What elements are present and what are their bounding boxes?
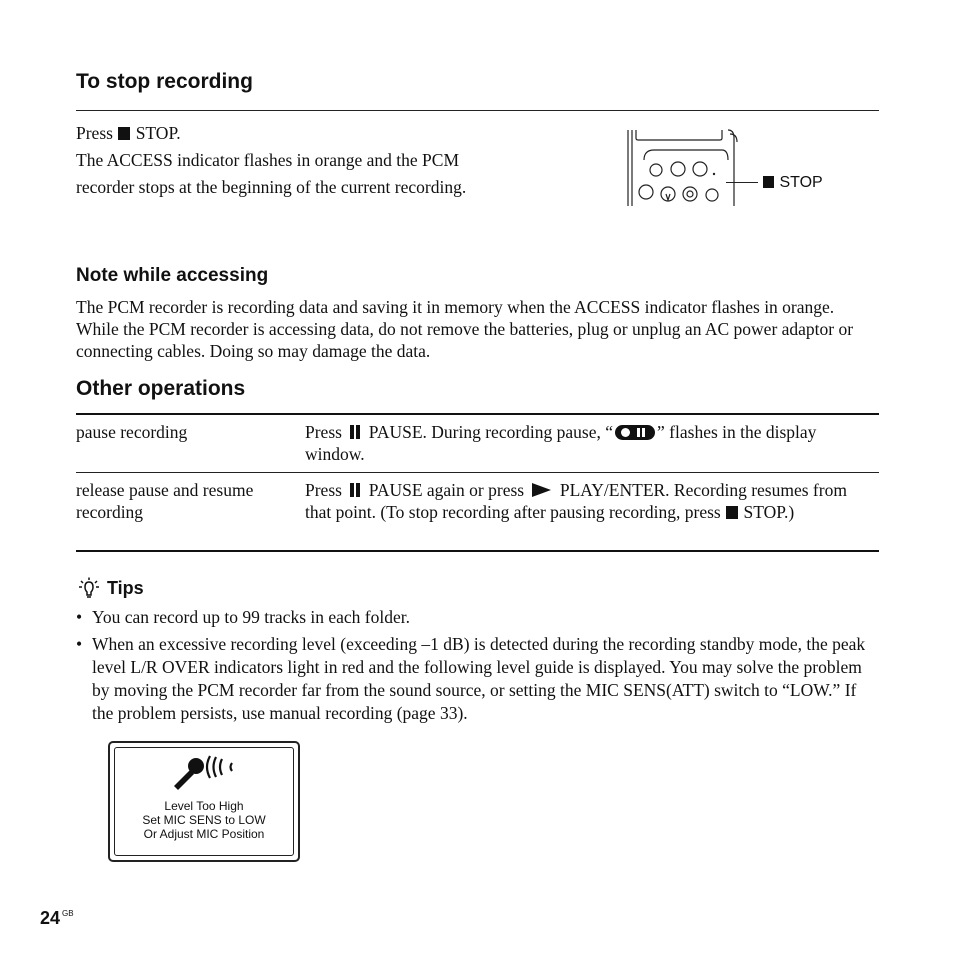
pause-icon bbox=[348, 425, 362, 439]
pause-icon bbox=[348, 483, 362, 497]
stop-icon bbox=[118, 127, 130, 140]
stop-line1-pre: Press bbox=[76, 123, 113, 143]
display-line-2: Set MIC SENS to LOW bbox=[142, 813, 266, 827]
tips-title: Tips bbox=[107, 578, 144, 598]
page-number bbox=[40, 908, 74, 929]
stop-callout bbox=[762, 174, 823, 192]
op-row-2-text-b: PAUSE again or press bbox=[368, 480, 525, 500]
stop-leader-line bbox=[726, 182, 758, 183]
op-row-2-text-c: PLAY/ENTER. Recording resumes from that point. (To stop recording after pausing recording, press bbox=[305, 480, 847, 522]
microphone-icon bbox=[168, 753, 248, 797]
stop-icon bbox=[763, 176, 774, 188]
display-line-3: Or Adjust MIC Position bbox=[143, 827, 265, 841]
op-row-2-text-a: Press bbox=[305, 480, 342, 500]
op-row-1-label: pause recording bbox=[76, 422, 188, 442]
divider bbox=[76, 110, 879, 111]
stop-icon bbox=[726, 506, 738, 519]
op-row-2-label: release pause and resume recording bbox=[76, 480, 254, 522]
op-row-1-text-a: Press bbox=[305, 422, 342, 442]
level-warning-display bbox=[108, 741, 300, 862]
lightbulb-icon bbox=[78, 577, 100, 601]
recorder-buttons-illustration bbox=[624, 126, 744, 210]
stop-line3: recorder stops at the beginning of the current recording. bbox=[76, 177, 467, 197]
stop-instructions bbox=[76, 120, 596, 201]
list-item: • You can record up to 99 tracks in each folder. bbox=[76, 606, 879, 629]
section-title-stop: To stop recording bbox=[76, 70, 253, 93]
list-item: • When an excessive recording level (exceeding –1 dB) is detected during the recording standby mode, the peak level L/R OVER indicators light in red and the following level guide is displayed. You may solve the problem by moving the PCM recorder far from the sound source, or setting the MIC SENS(ATT) switch to “LOW.” If the problem persists, use manual recording (page 33). bbox=[76, 633, 879, 725]
section-title-note: Note while accessing bbox=[76, 265, 269, 286]
rec-pause-indicator-icon bbox=[615, 425, 655, 440]
display-line-1: Level Too High bbox=[164, 799, 244, 813]
tips-list bbox=[76, 606, 879, 729]
stop-line2: The ACCESS indicator flashes in orange and the PCM bbox=[76, 150, 460, 170]
play-icon bbox=[532, 483, 551, 497]
op-row-1-text-c: ” flashes in the display window. bbox=[305, 422, 817, 464]
op-row-1-desc bbox=[305, 421, 875, 465]
table-bottom-rule bbox=[76, 550, 879, 552]
op-row-2-text-d: STOP.) bbox=[743, 502, 795, 522]
page-number-value: 24 bbox=[40, 908, 61, 928]
page-region: GB bbox=[62, 909, 74, 918]
stop-line1-post: STOP. bbox=[135, 123, 181, 143]
note-text: The PCM recorder is recording data and saving it in memory when the ACCESS indicator flashes in orange. While the PCM recorder is accessing data, do not remove the batteries, plug or unplug an AC power adaptor or connecting cables. Doing so may damage the data. bbox=[76, 297, 854, 361]
table-top-rule bbox=[76, 413, 879, 415]
op-row-1-text-b: PAUSE. During recording pause, “ bbox=[368, 422, 614, 442]
op-row-2-desc bbox=[305, 479, 875, 523]
table-row-divider bbox=[76, 472, 879, 473]
section-title-other-ops: Other operations bbox=[76, 377, 246, 400]
stop-callout-label: STOP bbox=[779, 174, 823, 191]
